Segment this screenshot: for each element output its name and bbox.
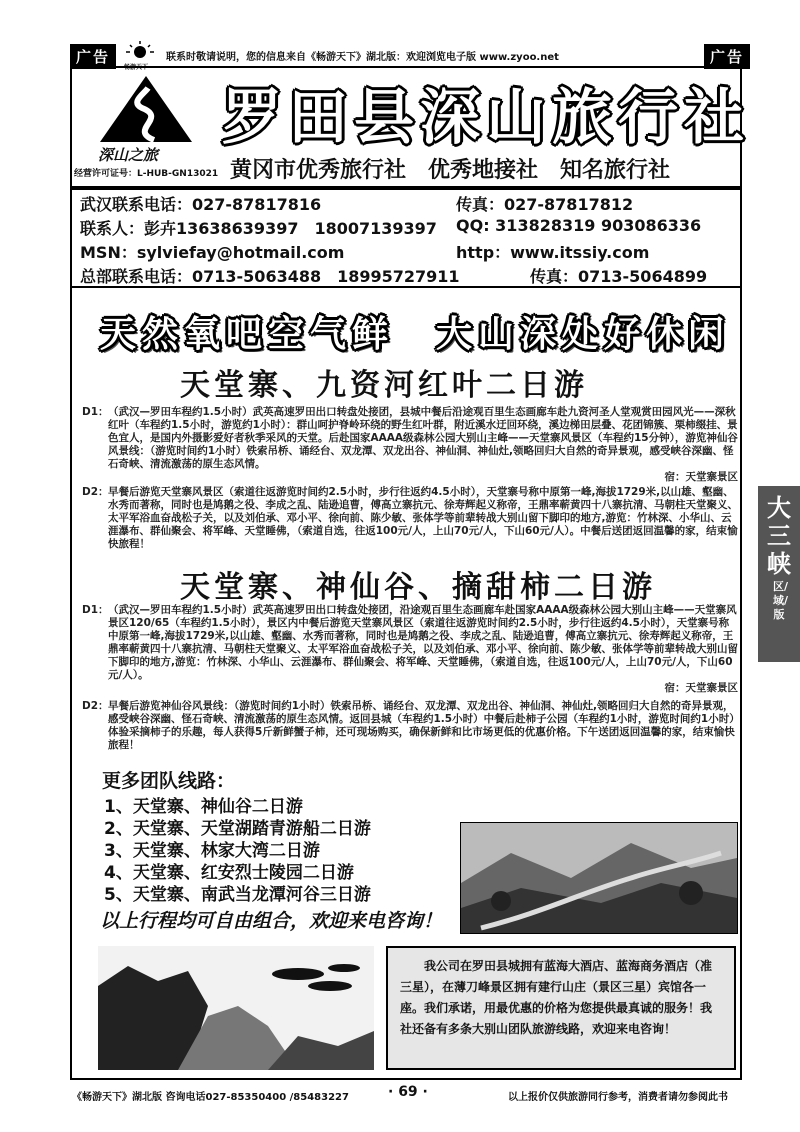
website-url: http：www.itssiy.com xyxy=(456,243,650,262)
route-1-title: 天堂寨、九资河红叶二日游 xyxy=(180,368,588,403)
company-notice xyxy=(386,946,736,1070)
list-item: 2、天堂寨、天堂湖踏青游船二日游 xyxy=(104,819,371,839)
brand-logo-text: 畅游天下 xyxy=(124,64,149,71)
side-tab-sub: 区/域/版 xyxy=(773,580,789,621)
day-text: （武汉—罗田车程约1.5小时）武英高速罗田出口转盘处接团，沿途观百里生态画廊车赴国家AAAA级森林公园大别山主峰——天堂寨风景区120/65（车程约1.5小时），景区内中餐后游览天堂寨风景区（索道往返游览时间约2.5小时，步行往返约4.5小时），天堂寨号称中原第一峰,海拔1729米,以山雄、壑幽、水秀而著称，同时也是鸠鹅之役、李成之乱、陆逊追曹，傅高立寨抗元、徐寿辉起义称帝，王鼎率蕲黄四十八寨抗清、马朝柱天堂聚义、太平军浴血奋战松子关，以及刘伯承、邓小平、徐向前、陈少敏、张体学等前辈转战大别山留下脚印的地方,游览：竹林深、小华山、云涯瀑布、群仙聚会、将军峰、天堂睡佛，（索道自选，往返100元/人，上山70元/人，下山60元/人）。 xyxy=(108,604,738,681)
license-number: 经营许可证号：L-HUB-GN13021 xyxy=(74,169,219,179)
day-text: 早餐后游览天堂寨风景区（索道往返游览时间约2.5小时，步行往返约4.5小时），天堂寨号称中原第一峰,海拔1729米,以山雄、壑幽、水秀而著称，同时也是鸠鹅之役、李成之乱、陆逊追曹，傅高立寨抗元、徐寿辉起义称帝，王鼎率蕲黄四十八寨抗清、马朝柱天堂聚义、太平军浴血奋战松子关，以及刘伯承、邓小平、徐向前、陈少敏、张体学等前辈转战大别山留下脚印的地方,游览：竹林深、小华山、云涯瀑布、群仙聚会、将军峰、天堂睡佛，（索道自选，往返100元/人，上山70元/人，下山60元/人）。中餐后送团返回温馨的家，结束愉快旅程！ xyxy=(108,486,738,550)
ad-label-right: 广告 xyxy=(704,44,750,69)
day-label: D1： xyxy=(82,604,109,616)
page-number: · 69 · xyxy=(388,1084,428,1100)
side-tab-title: 大三峡 xyxy=(767,493,791,578)
topline-text: 联系时敬请说明，您的信息来自《畅游天下》湖北版：欢迎浏览电子版 www.zyoo.net xyxy=(166,52,559,63)
list-item: 5、天堂寨、南武当龙潭河谷三日游 xyxy=(104,885,371,905)
footer-right: 以上报价仅供旅游同行参考，消费者请勿参阅此书 xyxy=(508,1092,728,1103)
mountain-path-photo-icon xyxy=(461,823,737,933)
msn-address: MSN：sylviefay@hotmail.com xyxy=(80,243,345,262)
route-1-day-1 xyxy=(82,406,738,484)
pine-rocks-photo xyxy=(98,946,374,1070)
agency-title: 罗田县深山旅行社 xyxy=(222,83,750,153)
route-2-day-1 xyxy=(82,604,738,695)
day-text: （武汉—罗田车程约1.5小时）武英高速罗田出口转盘处接团，县城中餐后沿途观百里生态画廊车赴九资河圣人堂观赏田园风光——深秋红叶（车程约1.5小时，游览约1小时）：群山呵护脊岭环绕的野生红叶群，附近溪水迂回环绕，溪边梯田层叠、花团锦簇、栗柿缀挂、景色宜人，是国内外摄影爱好者秋季采风的天堂。后赴国家AAAA级森林公园大别山主峰——天堂寨风景区（车程约15分钟），游览神仙谷风景线：（游览时间约1小时）铁索吊桥、诵经台、双龙潭、双龙出谷、神仙洞、神仙灶,领略回归大自然的奇异景观，感受峡谷深幽、怪石奇峡、清流激荡的原生态风情。 xyxy=(108,406,738,470)
day-label: D1： xyxy=(82,406,109,418)
more-routes-title: 更多团队线路： xyxy=(102,770,236,792)
route-1-day-2 xyxy=(82,486,738,551)
hq-phone: 总部联系电话：0713-5063488 18995727911 xyxy=(80,267,460,286)
brand-logo xyxy=(122,40,158,62)
day-label: D2： xyxy=(82,700,109,712)
fax-hq: 传真：0713-5064899 xyxy=(530,267,708,286)
mountain-road-logo-icon xyxy=(98,74,194,144)
list-item: 4、天堂寨、红安烈士陵园二日游 xyxy=(104,863,354,883)
agency-logo xyxy=(98,74,194,144)
list-item: 1、天堂寨、神仙谷二日游 xyxy=(104,797,303,817)
wuhan-phone: 武汉联系电话：027-87817816 xyxy=(80,195,322,214)
day-label: D2： xyxy=(82,486,109,498)
ad-label-left: 广告 xyxy=(70,44,116,69)
region-side-tab xyxy=(758,486,800,662)
pine-rocks-photo-icon xyxy=(98,946,374,1070)
more-routes-list xyxy=(104,796,371,906)
top-slogan: 天然氧吧空气鲜 大山深处好休闲 xyxy=(100,313,731,355)
notice-text: 我公司在罗田县城拥有蓝海大酒店、蓝海商务酒店（准三星），在薄刀峰景区拥有建行山庄（景区三星）宾馆各一座。我们承诺，用最优惠的价格为您提供最真诚的服务！我社还备有多条大别山团队旅游线路，欢迎来电咨询！ xyxy=(400,959,713,1036)
contact-person: 联系人：彭卉13638639397 18007139397 xyxy=(80,219,437,238)
stay-text: 宿：天堂寨景区 xyxy=(664,682,738,694)
day-text: 早餐后游览神仙谷风景线：（游览时间约1小时）铁索吊桥、诵经台、双龙潭、双龙出谷、神仙洞、神仙灶,领略回归大自然的奇异景观，感受峡谷深幽、怪石奇峡、清流激荡的原生态风情。返回县城（车程约1.5小时）中餐后赴柿子公园（车程约1小时，游览时间约1小时）体验采摘柿子的乐趣，每人获得5斤新鲜蟹子柿，还可现场购买，确保新鲜和比市场更低的优惠价格。下午送团返回温馨的家，结束愉快旅程！ xyxy=(108,700,735,751)
mountain-path-photo xyxy=(460,822,738,934)
footer-left: 《畅游天下》湖北版 咨询电话027-85350400 /85483227 xyxy=(72,1092,349,1103)
route-2-day-2 xyxy=(82,700,738,752)
agency-subtitle: 黄冈市优秀旅行社 优秀地接社 知名旅行社 xyxy=(230,157,671,183)
combination-slogan: 以上行程均可自由组合，欢迎来电咨询！ xyxy=(100,910,443,932)
logo-caption: 深山之旅 xyxy=(98,146,159,164)
list-item: 3、天堂寨、林家大湾二日游 xyxy=(104,841,320,861)
route-2-title: 天堂寨、神仙谷、摘甜柿二日游 xyxy=(180,570,656,605)
qq-numbers: QQ: 313828319 903086336 xyxy=(456,216,702,235)
sun-logo-icon xyxy=(122,40,158,62)
stay-text: 宿：天堂寨景区 xyxy=(664,471,738,483)
fax-wuhan: 传真：027-87817812 xyxy=(456,195,634,214)
